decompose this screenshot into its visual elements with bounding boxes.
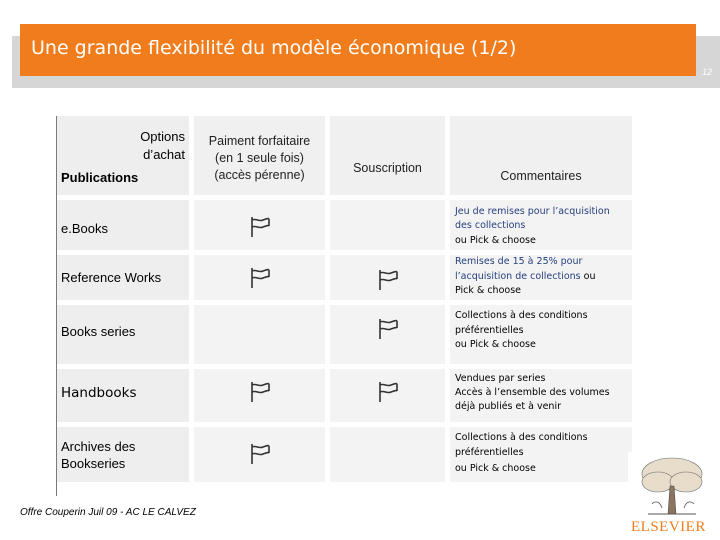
row-ebooks-comment-cell [450,200,632,250]
page-number: 12 [701,67,712,77]
comment-line: préférentielles [455,325,524,336]
row-reference-comment-cell [450,255,632,300]
header-forfait-line1: Paiment forfaitaire [208,134,311,148]
flag-check-icon [247,214,273,240]
header-forfait-cell [194,116,325,195]
comment-line: Collections à des conditions [455,310,588,321]
row-books-series-souscription-cell [330,305,445,364]
row-archives-label-cell [57,427,189,482]
row-label: Reference Works [61,270,162,285]
flag-check-icon [247,265,273,291]
row-label: Archives des [61,439,136,454]
header-souscription-label: Souscription [353,161,422,175]
comparison-table [56,116,632,496]
row-handbooks-label-cell [57,369,189,422]
row-ebooks-label-cell [57,200,189,250]
comment-line: ou Pick & choose [455,463,536,474]
comment-line: ou Pick & choose [455,235,536,246]
flag-check-icon [375,316,401,342]
flag-check-icon [247,379,273,405]
flag-check-icon [247,441,273,467]
row-reference-forfait-cell [194,255,325,300]
row-archives-souscription-cell [330,427,445,482]
comment-line: l’acquisition de collections [455,271,581,282]
row-label: e.Books [61,221,108,236]
comment-line: déjà publiés et à venir [455,401,561,412]
footer-credit: Offre Couperin Juil 09 - AC LE CALVEZ [20,507,196,518]
page-title: Une grande flexibilité du modèle économique (1/2) [31,37,517,59]
elsevier-logo-text: ELSEVIER [631,519,706,535]
header-corner-cell [57,116,189,195]
row-books-series-comment-cell [450,305,632,364]
row-ebooks-forfait-cell [194,200,325,250]
comment-line: Accès à l’ensemble des volumes [455,387,610,398]
comment-line: Remises de 15 à 25% pour [455,256,583,267]
header-souscription-cell [330,116,445,195]
header-commentaires-label: Commentaires [500,169,582,183]
row-label: Handbooks [61,385,137,401]
header-forfait-line3: (accès pérenne) [214,168,305,182]
row-label: Books series [61,324,136,339]
comment-line: des collections [455,220,526,231]
row-handbooks-souscription-cell [330,369,445,422]
header-forfait-line2: (en 1 seule fois) [215,151,304,165]
row-reference-souscription-cell [330,255,445,300]
row-reference-label-cell [57,255,189,300]
header-achat-label: d’achat [143,147,185,162]
comment-line: Jeu de remises pour l’acquisition [455,206,610,217]
flag-check-icon [375,379,401,405]
comment-line: Collections à des conditions [455,432,588,443]
comment-line: préférentielles [455,447,524,458]
row-ebooks-souscription-cell [330,200,445,250]
comment-line: Pick & choose [455,285,521,296]
comment-line-wrap [455,270,595,285]
row-handbooks-forfait-cell [194,369,325,422]
row-handbooks-comment-cell [450,369,632,422]
header-options-label: Options [140,129,185,144]
row-archives-forfait-cell [194,427,325,482]
header-commentaires-cell [450,116,632,195]
flag-check-icon [375,267,401,293]
row-label: Bookseries [61,456,126,471]
header-publications-label: Publications [61,170,139,185]
comment-suffix: ou [580,271,596,282]
row-archives-comment-cell [450,427,632,482]
row-books-series-label-cell [57,305,189,364]
comment-line: ou Pick & choose [455,339,536,350]
row-books-series-forfait-cell [194,305,325,364]
comment-line: Vendues par series [455,373,546,384]
